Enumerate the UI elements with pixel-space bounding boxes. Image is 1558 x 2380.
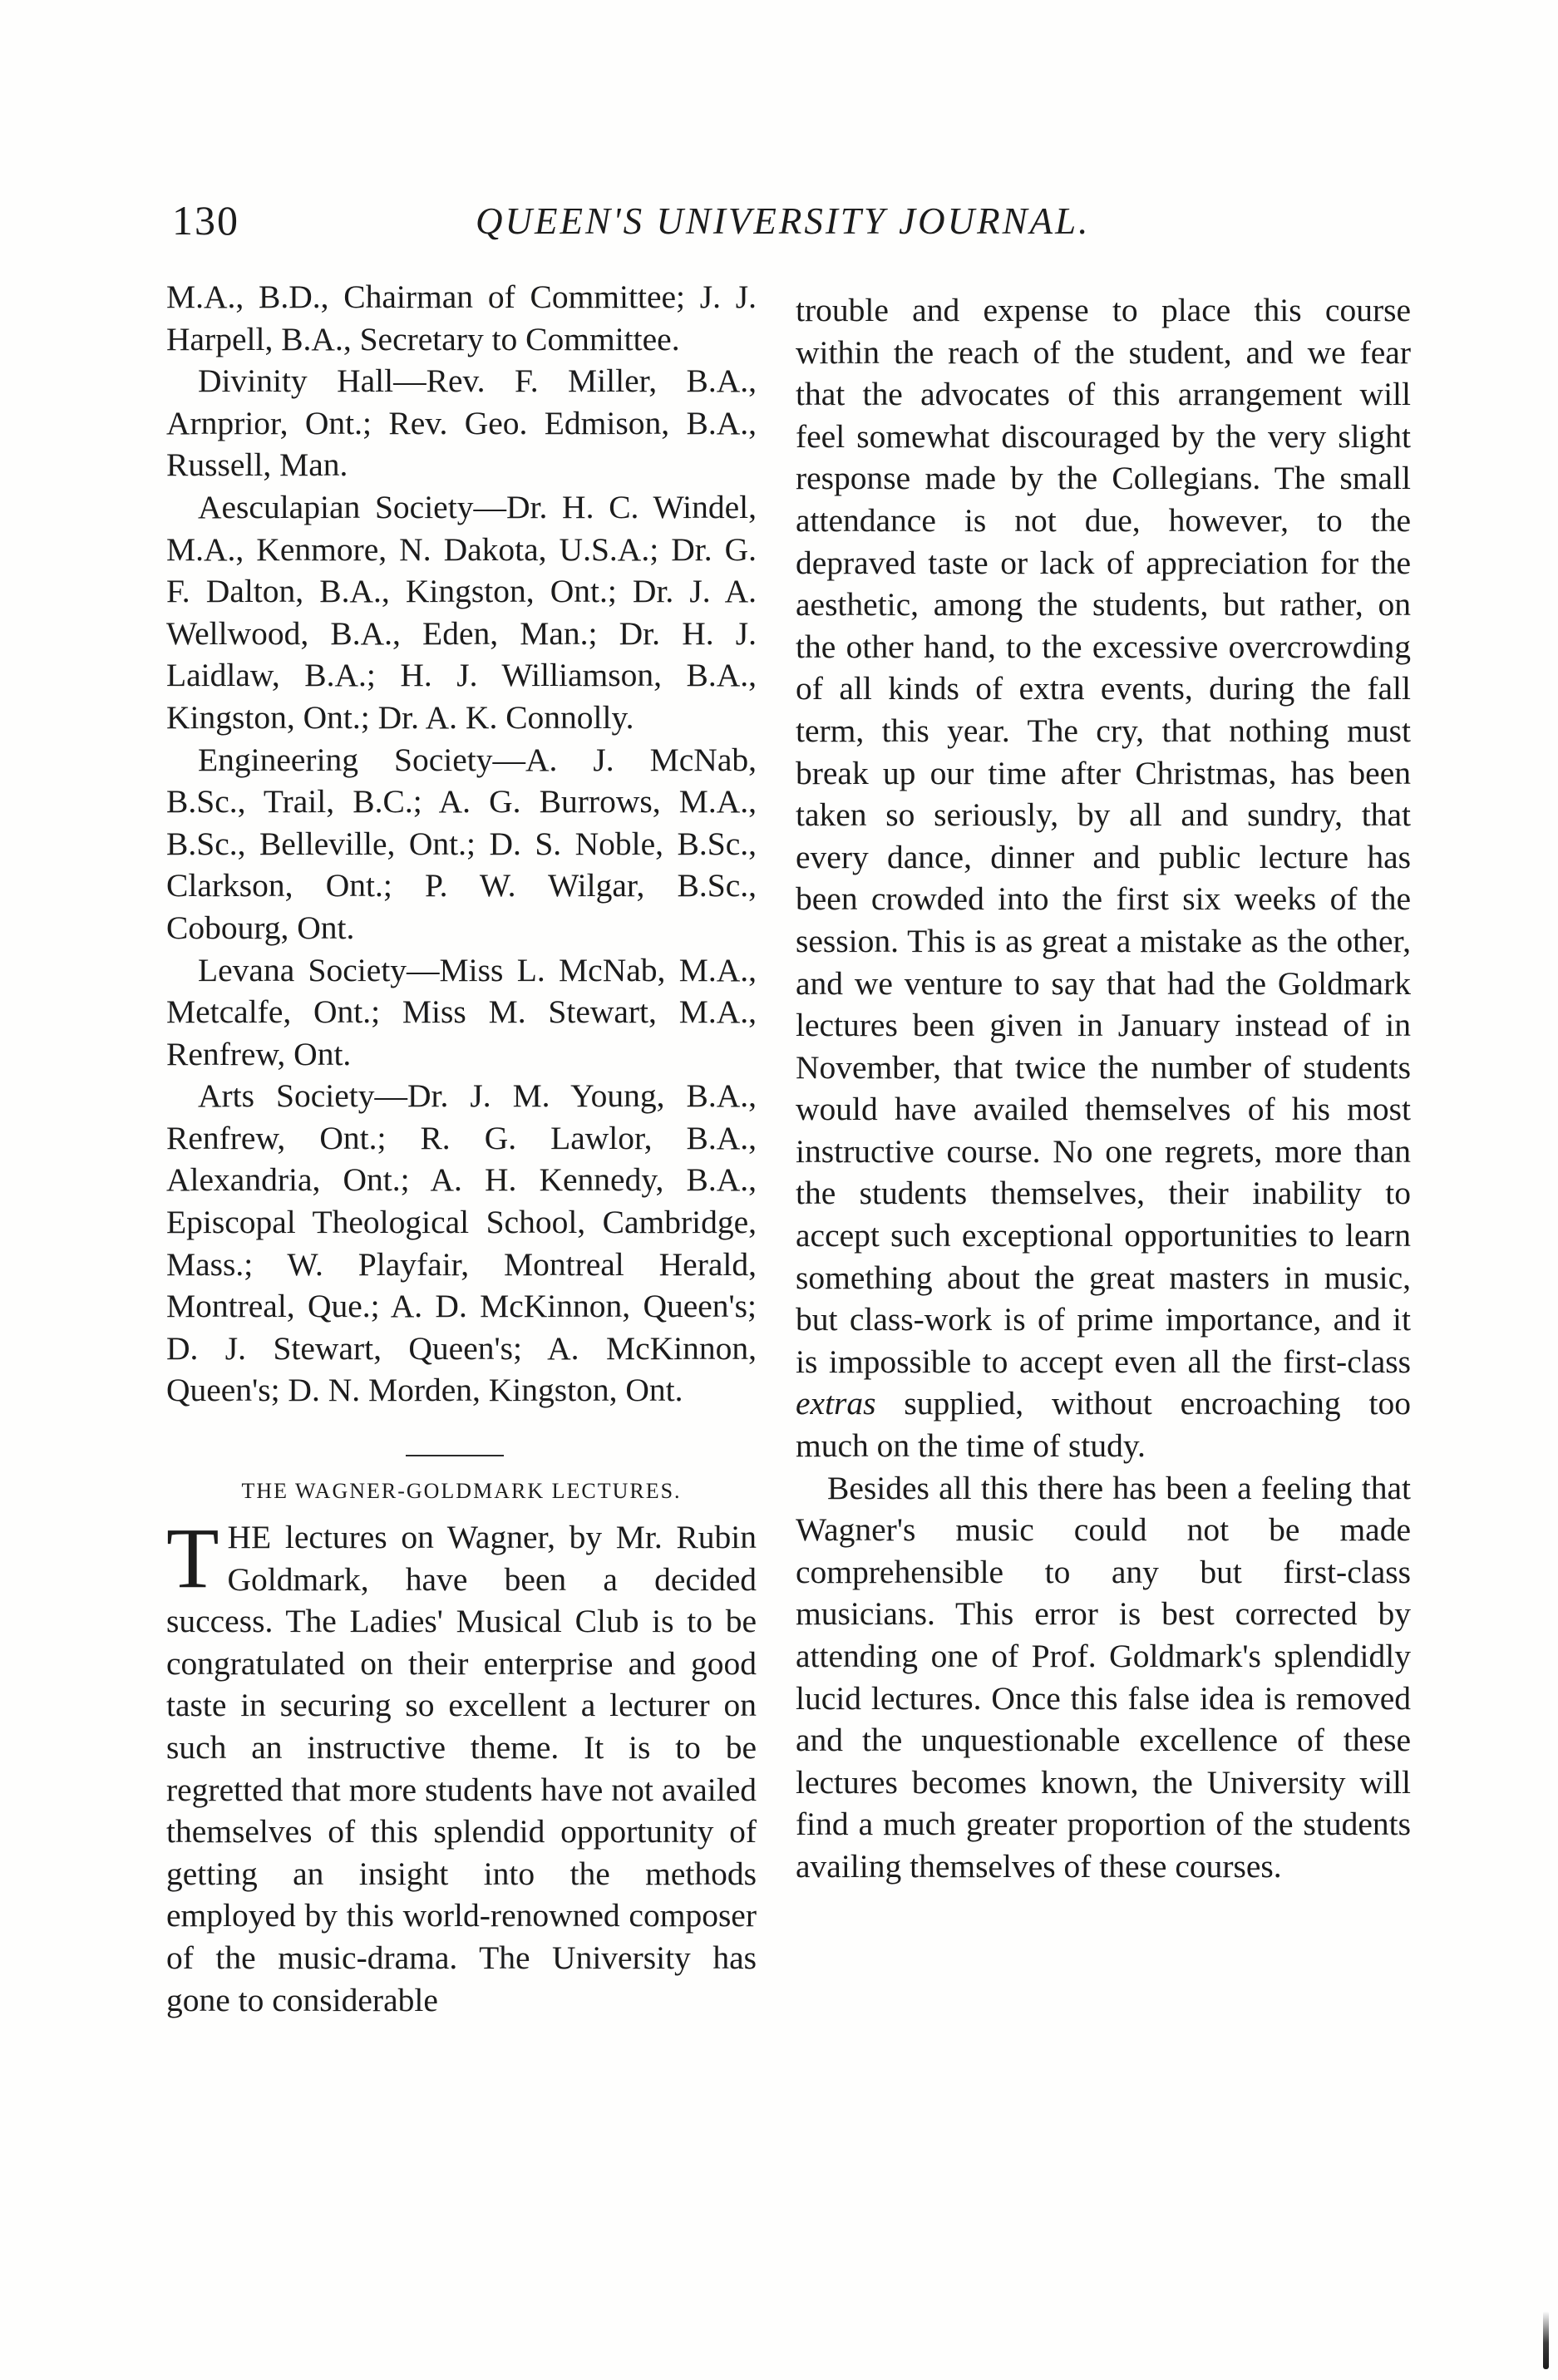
lecture-continuation-end: supplied, without encroaching too much on the time of study. — [796, 1385, 1411, 1465]
lecture-continuation-text: trouble and expense to place this course within the reach of the student, and we fear that the advocates of this arrangement will feel somewhat discouraged by the very slight response made by the Collegians. The small attendance is not due, however, to the depraved taste or lack of appreciation for the aesthetic, among the students, but rather, on the other hand, to the excessive overcrowding of all kinds of extra events, during the fall term, this year. The cry, that nothing must break up our time after Christmas, has been taken so seriously, by all and sundry, that every dance, dinner and public lecture has been crowded into the first six weeks of the session. This is as great a mistake as the other, and we venture to say that had the Goldmark lectures been given in January instead of in November, that twice the number of students would have availed themselves of his most instructive course. No one regrets, more than the students themselves, their inability to accept such exceptional opportunities to learn something about the great masters in music, but class-work is of prime importance, and it is impossible to accept even all the first-class — [796, 292, 1411, 1380]
right-column — [796, 289, 1411, 1888]
left-column — [166, 276, 757, 2021]
wagner-lecture-text: HE lectures on Wagner, by Mr. Rubin Goldmark, have been a decided success. The Ladies' Musical Club is to be congratulated on their enterprise and good taste in securing so excellent a lecturer on such an instructive theme. It is to be regretted that more students have not availed themselves of this splendid opportunity of getting an insight into the methods employed by this world-renowned composer of the music-drama. The University has gone to considerable — [166, 1519, 757, 2018]
section-divider — [406, 1455, 504, 1456]
aesculapian-society-paragraph: Aesculapian Society—Dr. H. C. Windel, M.A., Kenmore, N. Dakota, U.S.A.; Dr. G. F. Dalton, B.A., Kingston, Ont.; Dr. J. A. Wellwood, B.A., Eden, Man.; Dr. H. J. Laidlaw, B.A.; H. J. Williamson, B.A., Kingston, Ont.; Dr. A. K. Connolly. — [166, 488, 757, 736]
scan-edge-mark — [1543, 2311, 1549, 2369]
section-heading: THE WAGNER-GOLDMARK LECTURES. — [241, 1479, 682, 1504]
arts-society-paragraph: Arts Society—Dr. J. M. Young, B.A., Renfrew, Ont.; R. G. Lawlor, B.A., Alexandria, Ont.; A. H. Kennedy, B.A., Episcopal Theological School, Cambridge, Mass.; W. Playfair, Montreal Herald, Montreal, Que.; A. D. McKinnon, Queen's; D. J. Stewart, Queen's; A. McKinnon, Queen's; D. N. Morden, Kingston, Ont. — [166, 1077, 757, 1409]
lecture-continuation-paragraph — [796, 289, 1411, 1467]
page-number: 130 — [172, 197, 239, 244]
wagner-lecture-paragraph — [166, 1510, 757, 2021]
divinity-hall-paragraph: Divinity Hall—Rev. F. Miller, B.A., Arnprior, Ont.; Rev. Geo. Edmison, B.A., Russell, Man. — [166, 362, 757, 484]
levana-society-paragraph: Levana Society—Miss L. McNab, M.A., Metcalfe, Ont.; Miss M. Stewart, M.A., Renfrew, Ont. — [166, 951, 757, 1072]
running-head-title: QUEEN'S UNIVERSITY JOURNAL. — [476, 200, 1091, 242]
drop-cap: T — [166, 1510, 219, 1607]
wagner-comprehension-paragraph: Besides all this there has been a feeling that Wagner's music could not be made comprehensible to any but first-class musicians. This error is best corrected by attending one of Prof. Goldmark's splendidly lucid lectures. Once this false idea is removed and the unquestionable excellence of these lectures becomes known, the University will find a much greater proportion of the students availing themselves of these courses. — [796, 1469, 1411, 1885]
extras-italic-word: extras — [796, 1385, 876, 1422]
engineering-society-paragraph: Engineering Society—A. J. McNab, B.Sc., Trail, B.C.; A. G. Burrows, M.A., B.Sc., Belleville, Ont.; D. S. Noble, B.Sc., Clarkson, Ont.; P. W. Wilgar, B.Sc., Cobourg, Ont. — [166, 741, 757, 946]
committee-continuation-paragraph: M.A., B.D., Chairman of Committee; J. J. Harpell, B.A., Secretary to Committee. — [166, 278, 757, 357]
